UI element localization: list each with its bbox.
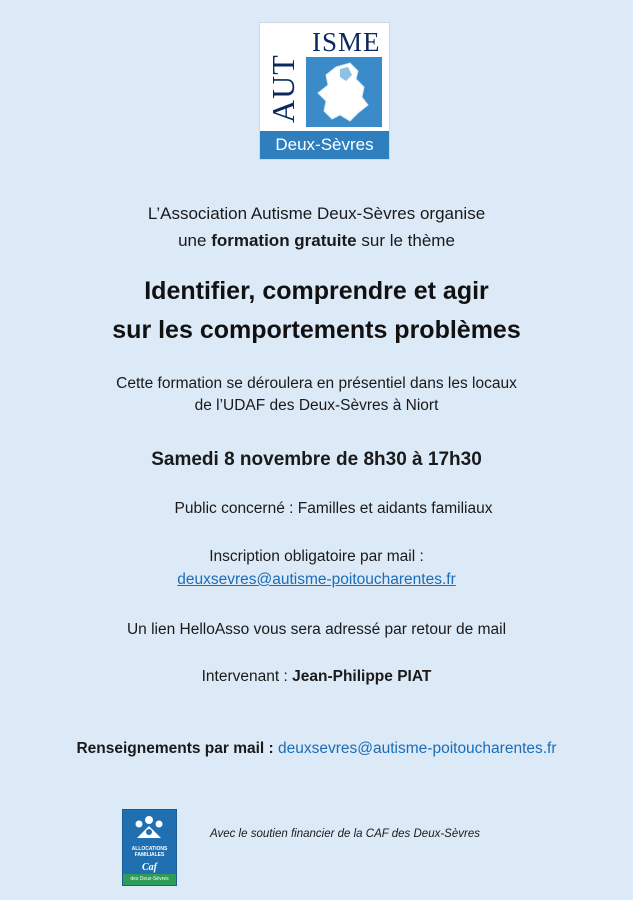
info-email-link[interactable]: deuxsevres@autisme-poitoucharentes.fr [278,740,557,757]
intro-text-end: sur le thème [356,231,455,250]
deux-sevres-map-icon [306,57,382,127]
caf-line-1: ALLOCATIONS [131,846,168,852]
info-label: Renseignements par mail : [76,740,279,757]
caf-line-2: FAMILIALES [134,852,165,858]
logo-band: Deux-Sèvres [260,131,389,159]
info-line [0,738,633,760]
inscription-label: Inscription obligatoire par mail : [209,548,424,565]
logo-word-aut: AUT [265,54,301,123]
autisme-logo [259,22,390,160]
intro-line-2 [0,228,633,253]
inscription-email-line [0,569,633,591]
inscription-email-link[interactable]: deuxsevres@autisme-poitoucharentes.fr [177,571,456,588]
support-note: Avec le soutien financier de la CAF des Deux-Sèvres [210,828,480,840]
caf-foot: des Deux-Sèvres [123,874,176,885]
intro-emphasis: formation gratuite [211,231,357,250]
caf-family-icon [123,812,176,842]
speaker-line [0,666,633,688]
caf-logo [122,809,177,886]
caf-word: Caf [142,862,157,873]
title-line-1: Identifier, comprendre et agir [144,277,489,305]
public-concerned: Public concerné : Familles et aidants familiaux [174,500,493,517]
logo-word-isme: ISME [312,27,381,57]
speaker-name: Jean-Philippe PIAT [292,668,432,685]
intro-text: une [178,231,212,250]
location-line-2: de l’UDAF des Deux-Sèvres à Niort [194,397,439,414]
intro-line-1: L’Association Autisme Deux-Sèvres organise [147,204,486,223]
event-date: Samedi 8 novembre de 8h30 à 17h30 [151,449,482,470]
location-line-1: Cette formation se déroulera en présentiel dans les locaux [116,375,517,392]
speaker-label: Intervenant : [201,668,293,685]
helloasso-note: Un lien HelloAsso vous sera adressé par retour de mail [126,621,507,638]
title-line-2: sur les comportements problèmes [112,316,521,344]
